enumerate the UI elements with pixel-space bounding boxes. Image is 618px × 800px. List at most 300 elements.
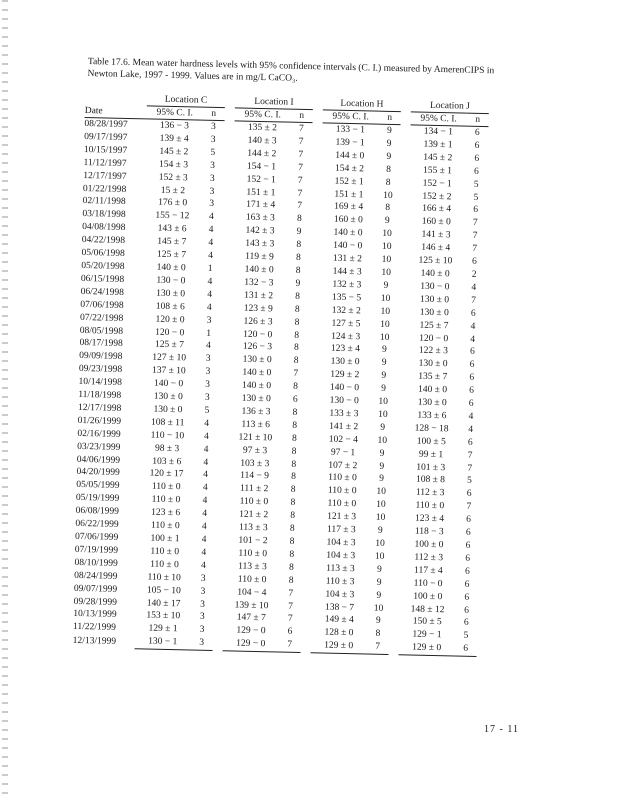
location-h-n: 9 bbox=[376, 590, 382, 601]
location-j-n: 6 bbox=[473, 205, 479, 216]
page-number: 17 - 11 bbox=[484, 724, 519, 735]
location-h-mean-ci: 124 ± 3 bbox=[331, 331, 361, 342]
location-i-mean-ci: 113 ± 3 bbox=[238, 522, 268, 534]
header-location-h: Location H bbox=[323, 97, 401, 111]
location-c-n: 3 bbox=[205, 367, 211, 378]
location-c-mean-ci: 130 − 0 bbox=[156, 275, 186, 287]
row-date: 07/19/1999 bbox=[74, 544, 119, 556]
header-location-i: Location I bbox=[235, 95, 313, 109]
location-c-n: 3 bbox=[200, 586, 206, 597]
location-c-n: 4 bbox=[201, 547, 207, 558]
row-date: 06/15/1998 bbox=[80, 273, 125, 285]
location-h-mean-ci: 140 − 0 bbox=[329, 382, 360, 394]
location-c-n: 1 bbox=[207, 263, 213, 274]
row-date: 09/23/1998 bbox=[78, 364, 123, 376]
location-j-n: 4 bbox=[468, 424, 474, 435]
location-j-mean-ci: 134 − 1 bbox=[423, 126, 454, 138]
location-i-mean-ci: 135 ± 2 bbox=[247, 122, 278, 134]
location-h-mean-ci: 132 ± 2 bbox=[331, 305, 361, 316]
location-h-n: 8 bbox=[385, 203, 391, 214]
location-h-n: 10 bbox=[375, 538, 385, 549]
location-c-n: 4 bbox=[202, 483, 208, 494]
location-i-n: 8 bbox=[293, 356, 299, 367]
row-date: 02/11/1998 bbox=[82, 196, 126, 208]
header-location-c: Location C bbox=[147, 93, 225, 107]
location-c-n: 4 bbox=[204, 418, 210, 429]
location-j-mean-ci: 146 ± 4 bbox=[421, 242, 451, 254]
location-i-mean-ci: 140 ± 3 bbox=[247, 135, 277, 147]
location-c-n: 3 bbox=[205, 354, 211, 365]
location-c-mean-ci: 137 ± 10 bbox=[151, 365, 186, 377]
location-i-n: 8 bbox=[288, 562, 294, 573]
location-i-mean-ci: 110 ± 0 bbox=[238, 548, 268, 560]
location-c-mean-ci: 125 ± 7 bbox=[156, 249, 187, 261]
location-h-mean-ci: 141 ± 2 bbox=[329, 421, 359, 433]
location-h-n: 9 bbox=[384, 216, 390, 227]
location-i-n: 8 bbox=[290, 510, 296, 522]
location-i-n: 8 bbox=[289, 523, 295, 534]
location-c-mean-ci: 120 ± 0 bbox=[155, 314, 185, 325]
row-date: 11/12/1997 bbox=[83, 157, 127, 169]
location-c-mean-ci: 140 ± 17 bbox=[146, 598, 181, 609]
location-h-mean-ci: 97 − 1 bbox=[330, 447, 356, 458]
location-h-mean-ci: 128 ± 0 bbox=[324, 627, 354, 639]
row-date: 08/24/1999 bbox=[74, 570, 118, 582]
location-h-n: 9 bbox=[386, 151, 392, 162]
location-j-n: 6 bbox=[465, 540, 471, 551]
location-j-n: 7 bbox=[472, 243, 478, 255]
row-date: 06/08/1999 bbox=[75, 506, 120, 518]
location-i-mean-ci: 121 ± 2 bbox=[239, 509, 269, 521]
location-i-mean-ci: 101 − 2 bbox=[238, 535, 268, 547]
location-h-mean-ci: 132 ± 3 bbox=[332, 279, 362, 291]
location-j-n: 5 bbox=[473, 179, 479, 190]
location-j-mean-ci: 166 ± 4 bbox=[422, 204, 452, 215]
location-h-n: 10 bbox=[381, 241, 392, 253]
location-j-n: 6 bbox=[464, 592, 470, 603]
location-j-mean-ci: 129 − 1 bbox=[412, 629, 442, 641]
location-c-n: 3 bbox=[205, 379, 211, 391]
location-j-mean-ci: 155 ± 1 bbox=[422, 165, 453, 177]
location-c-mean-ci: 130 − 1 bbox=[135, 636, 191, 651]
location-j-n: 6 bbox=[464, 566, 470, 577]
location-c-mean-ci: 136 − 3 bbox=[159, 120, 190, 132]
location-c-n: 3 bbox=[199, 625, 205, 636]
location-i-n: 7 bbox=[297, 201, 303, 212]
location-i-mean-ci: 123 ± 9 bbox=[243, 303, 273, 314]
location-c-n: 5 bbox=[204, 405, 210, 416]
location-j-n: 6 bbox=[468, 398, 474, 409]
location-i-n: 6 bbox=[287, 627, 293, 638]
header-ci: 95% C. I. bbox=[323, 110, 379, 124]
location-c-mean-ci: 110 ± 0 bbox=[150, 546, 180, 558]
location-j-n: 6 bbox=[464, 579, 470, 590]
location-j-mean-ci: 150 ± 5 bbox=[412, 616, 442, 628]
location-j-mean-ci: 135 ± 7 bbox=[418, 371, 448, 383]
header-date: Date bbox=[85, 104, 147, 118]
location-c-mean-ci: 145 ± 7 bbox=[157, 236, 187, 248]
hardness-table bbox=[73, 92, 490, 657]
location-i-n: 8 bbox=[291, 459, 297, 470]
location-h-mean-ci: 140 ± 0 bbox=[333, 227, 363, 239]
location-c-mean-ci: 108 ± 11 bbox=[150, 417, 185, 429]
location-h-mean-ci: 130 − 0 bbox=[329, 395, 359, 407]
location-i-n: 8 bbox=[295, 265, 301, 276]
row-date: 02/16/1999 bbox=[77, 428, 121, 440]
location-j-n: 6 bbox=[465, 527, 471, 538]
location-i-mean-ci: 143 ± 3 bbox=[245, 238, 275, 250]
location-j-mean-ci: 112 ± 3 bbox=[415, 487, 445, 499]
location-j-mean-ci: 130 ± 0 bbox=[418, 358, 448, 370]
row-date: 08/10/1999 bbox=[74, 557, 118, 569]
location-i-n: 8 bbox=[291, 433, 297, 444]
location-h-n: 9 bbox=[381, 345, 387, 356]
location-h-mean-ci: 117 ± 3 bbox=[326, 524, 356, 536]
location-j-n: 6 bbox=[467, 437, 473, 448]
location-c-n: 4 bbox=[203, 444, 209, 455]
location-h-n: 10 bbox=[379, 332, 390, 343]
location-j-mean-ci: 130 ± 0 bbox=[419, 294, 450, 306]
location-j-mean-ci: 117 ± 4 bbox=[413, 565, 443, 577]
location-j-n: 7 bbox=[472, 218, 478, 229]
location-j-mean-ci: 148 ± 12 bbox=[410, 604, 445, 615]
location-h-n: 9 bbox=[381, 358, 387, 369]
location-j-n: 6 bbox=[466, 514, 472, 526]
location-i-mean-ci: 113 ± 6 bbox=[241, 419, 271, 431]
location-c-mean-ci: 143 ± 6 bbox=[157, 223, 187, 235]
location-h-mean-ci: 130 ± 0 bbox=[330, 356, 360, 368]
location-c-mean-ci: 176 ± 0 bbox=[158, 198, 188, 209]
location-j-mean-ci: 110 ± 0 bbox=[415, 500, 445, 512]
location-h-mean-ci: 138 − 7 bbox=[324, 602, 355, 613]
location-i-mean-ci: 104 − 4 bbox=[237, 587, 267, 598]
location-i-mean-ci: 140 ± 0 bbox=[244, 264, 274, 276]
location-h-n: 9 bbox=[376, 564, 382, 575]
location-c-n: 4 bbox=[207, 276, 213, 287]
row-date: 12/13/1999 bbox=[72, 635, 117, 647]
location-j-mean-ci: 110 − 0 bbox=[413, 578, 443, 589]
location-h-n: 10 bbox=[382, 229, 392, 240]
location-i-mean-ci: 120 − 0 bbox=[243, 329, 273, 340]
location-c-mean-ci: 130 ± 0 bbox=[153, 404, 183, 416]
location-c-mean-ci: 127 ± 10 bbox=[152, 352, 187, 364]
location-i-n: 7 bbox=[293, 369, 299, 380]
location-h-n: 10 bbox=[373, 603, 384, 614]
location-c-mean-ci: 105 − 10 bbox=[146, 585, 181, 596]
location-i-n: 8 bbox=[291, 472, 296, 483]
location-c-mean-ci: 123 ± 6 bbox=[151, 507, 181, 519]
location-h-n: 9 bbox=[381, 371, 387, 382]
row-date: 07/06/1998 bbox=[80, 299, 124, 311]
row-date: 09/07/1999 bbox=[73, 583, 118, 595]
location-i-n: 7 bbox=[287, 614, 293, 625]
location-i-n: 8 bbox=[290, 498, 296, 509]
location-i-n: 8 bbox=[293, 343, 299, 354]
location-i-mean-ci: 154 − 1 bbox=[246, 161, 277, 173]
row-date: 10/13/1999 bbox=[73, 609, 117, 621]
location-j-n: 7 bbox=[467, 450, 473, 461]
location-j-mean-ci: 99 ± 1 bbox=[418, 449, 444, 460]
location-h-mean-ci: 133 − 1 bbox=[335, 124, 366, 136]
location-c-n: 4 bbox=[208, 250, 213, 261]
location-h-mean-ci: 151 ± 1 bbox=[334, 189, 364, 200]
location-h-mean-ci: 113 ± 3 bbox=[326, 563, 355, 575]
location-j-mean-ci: 160 ± 0 bbox=[421, 217, 451, 228]
location-h-n: 9 bbox=[381, 383, 387, 395]
location-h-mean-ci: 110 ± 0 bbox=[327, 485, 357, 497]
location-j-n: 6 bbox=[474, 127, 480, 138]
location-j-n: 4 bbox=[468, 411, 474, 422]
location-h-mean-ci: 140 − 0 bbox=[333, 240, 363, 252]
location-i-n: 7 bbox=[288, 588, 294, 599]
location-j-mean-ci: 100 ± 0 bbox=[414, 539, 444, 551]
header-ci: 95% C. I. bbox=[411, 112, 467, 126]
location-i-mean-ci: 97 ± 3 bbox=[242, 445, 268, 456]
location-j-n: 7 bbox=[471, 295, 477, 306]
row-date: 09/17/1997 bbox=[84, 131, 128, 143]
location-h-n: 10 bbox=[380, 293, 391, 304]
location-i-mean-ci: 129 − 0 bbox=[223, 638, 279, 653]
location-i-n: 8 bbox=[295, 291, 301, 302]
header-n: n bbox=[467, 113, 489, 126]
location-j-mean-ci: 130 ± 0 bbox=[419, 307, 449, 318]
location-h-mean-ci: 149 ± 4 bbox=[324, 615, 354, 626]
location-i-mean-ci: 130 ± 0 bbox=[241, 393, 271, 405]
location-c-n: 4 bbox=[208, 237, 214, 249]
location-h-mean-ci: 121 ± 3 bbox=[327, 511, 357, 523]
location-i-n: 8 bbox=[294, 317, 300, 328]
header-ci: 95% C. I. bbox=[147, 106, 203, 120]
location-c-mean-ci: 110 ± 0 bbox=[151, 494, 181, 506]
location-h-n: 10 bbox=[374, 551, 385, 562]
row-date: 04/08/1998 bbox=[82, 222, 126, 234]
location-j-mean-ci: 145 ± 2 bbox=[423, 152, 453, 164]
location-c-n: 4 bbox=[203, 457, 209, 468]
location-c-mean-ci: 130 ± 0 bbox=[156, 288, 186, 300]
location-i-mean-ci: 152 − 1 bbox=[246, 174, 276, 185]
location-j-mean-ci: 140 ± 0 bbox=[417, 384, 448, 396]
location-c-mean-ci: 140 − 0 bbox=[153, 378, 184, 390]
location-c-mean-ci: 155 − 12 bbox=[155, 210, 190, 222]
location-i-n: 7 bbox=[298, 123, 304, 134]
location-j-mean-ci: 133 ± 6 bbox=[417, 410, 447, 422]
location-h-mean-ci: 131 ± 2 bbox=[332, 253, 363, 265]
location-i-mean-ci: 111 ± 2 bbox=[239, 483, 269, 495]
location-i-mean-ci: 103 ± 3 bbox=[240, 458, 270, 469]
location-i-n: 7 bbox=[297, 175, 303, 186]
location-h-n: 10 bbox=[376, 487, 387, 498]
location-i-n: 8 bbox=[294, 330, 300, 341]
location-h-n: 7 bbox=[367, 641, 389, 655]
row-date: 09/09/1998 bbox=[79, 351, 123, 363]
location-c-mean-ci: 120 − 0 bbox=[155, 327, 185, 338]
location-j-n: 2 bbox=[471, 269, 477, 280]
location-h-n: 9 bbox=[386, 125, 392, 136]
location-h-n: 9 bbox=[377, 525, 383, 536]
location-h-n: 9 bbox=[386, 138, 392, 149]
location-i-mean-ci: 142 ± 3 bbox=[245, 225, 275, 237]
location-h-mean-ci: 104 ± 3 bbox=[326, 537, 356, 549]
location-j-mean-ci: 125 ± 10 bbox=[418, 255, 453, 267]
row-date: 08/28/1997 bbox=[84, 118, 128, 130]
location-c-n: 3 bbox=[206, 315, 212, 326]
row-date: 08/05/1998 bbox=[79, 325, 124, 337]
location-i-mean-ci: 113 ± 3 bbox=[238, 561, 267, 573]
row-date: 01/22/1998 bbox=[82, 183, 127, 195]
location-c-n: 3 bbox=[200, 573, 206, 584]
location-j-mean-ci: 130 − 0 bbox=[420, 281, 450, 293]
location-j-mean-ci: 152 − 1 bbox=[422, 178, 452, 189]
location-j-mean-ci: 141 ± 3 bbox=[421, 229, 451, 241]
location-c-mean-ci: 153 ± 10 bbox=[146, 610, 181, 622]
row-date: 11/22/1999 bbox=[72, 622, 117, 634]
location-j-n: 6 bbox=[474, 153, 480, 164]
location-c-n: 3 bbox=[209, 173, 215, 184]
location-j-n: 4 bbox=[471, 282, 477, 293]
location-j-mean-ci: 140 ± 0 bbox=[420, 268, 450, 280]
location-i-mean-ci: 136 ± 3 bbox=[241, 406, 271, 418]
location-i-n: 8 bbox=[289, 536, 295, 547]
location-h-n: 9 bbox=[375, 616, 381, 627]
location-i-mean-ci: 131 ± 2 bbox=[244, 290, 274, 302]
location-c-mean-ci: 145 ± 2 bbox=[159, 146, 189, 158]
location-j-n: 6 bbox=[471, 256, 477, 267]
location-j-n: 6 bbox=[466, 489, 472, 500]
location-h-n: 9 bbox=[378, 474, 384, 485]
location-h-mean-ci: 102 − 4 bbox=[328, 434, 359, 446]
location-j-n: 4 bbox=[470, 321, 476, 332]
location-i-mean-ci: 126 − 3 bbox=[242, 342, 273, 353]
location-i-mean-ci: 171 ± 4 bbox=[246, 200, 276, 211]
location-i-mean-ci: 129 − 0 bbox=[236, 625, 266, 637]
location-h-mean-ci: 154 ± 2 bbox=[334, 163, 365, 175]
location-c-n: 3 bbox=[199, 612, 205, 623]
location-h-n: 8 bbox=[375, 629, 381, 640]
location-c-n: 3 bbox=[200, 599, 206, 610]
location-j-mean-ci: 108 ± 8 bbox=[415, 475, 446, 486]
location-h-mean-ci: 129 ± 0 bbox=[311, 640, 367, 655]
location-c-n: 4 bbox=[208, 212, 214, 223]
location-j-n: 6 bbox=[465, 553, 471, 564]
location-h-n: 10 bbox=[380, 319, 390, 330]
location-i-mean-ci: 132 − 3 bbox=[244, 277, 274, 289]
location-c-mean-ci: 125 ± 7 bbox=[154, 340, 185, 351]
location-j-mean-ci: 101 ± 3 bbox=[416, 462, 446, 473]
location-i-n: 8 bbox=[296, 214, 302, 225]
location-c-n: 3 bbox=[209, 199, 215, 210]
location-j-n: 5 bbox=[473, 192, 479, 203]
location-h-n: 8 bbox=[385, 177, 391, 188]
location-h-n: 9 bbox=[380, 422, 386, 433]
location-i-mean-ci: 151 ± 1 bbox=[246, 187, 276, 198]
location-h-mean-ci: 104 ± 3 bbox=[326, 550, 356, 562]
location-j-n: 5 bbox=[466, 476, 472, 487]
location-i-n: 7 bbox=[279, 639, 301, 653]
location-i-mean-ci: 130 ± 0 bbox=[242, 354, 272, 366]
location-c-n: 4 bbox=[202, 496, 208, 507]
location-h-mean-ci: 110 ± 0 bbox=[328, 473, 357, 484]
location-j-n: 6 bbox=[469, 385, 474, 397]
location-i-mean-ci: 147 ± 7 bbox=[236, 613, 266, 624]
location-h-n: 8 bbox=[386, 164, 391, 175]
location-i-n: 6 bbox=[292, 394, 298, 405]
location-j-mean-ci: 130 ± 0 bbox=[417, 397, 447, 409]
header-n: n bbox=[379, 111, 401, 124]
location-h-n: 10 bbox=[381, 254, 392, 266]
location-c-mean-ci: 129 ± 1 bbox=[148, 623, 178, 635]
row-date: 04/22/1998 bbox=[81, 235, 126, 247]
location-c-mean-ci: 100 ± 1 bbox=[150, 533, 180, 545]
location-j-mean-ci: 122 ± 3 bbox=[418, 346, 448, 357]
row-date: 04/20/1999 bbox=[76, 467, 120, 479]
location-c-mean-ci: 103 ± 6 bbox=[152, 456, 182, 467]
location-c-n: 4 bbox=[201, 521, 207, 532]
location-c-mean-ci: 130 ± 0 bbox=[153, 391, 183, 403]
row-date: 05/19/1999 bbox=[75, 493, 120, 505]
location-i-n: 8 bbox=[294, 304, 300, 315]
location-j-n: 6 bbox=[463, 618, 469, 629]
location-j-mean-ci: 123 ± 4 bbox=[414, 513, 445, 525]
location-i-mean-ci: 163 ± 3 bbox=[245, 213, 275, 224]
row-date: 12/17/1998 bbox=[77, 402, 122, 414]
row-date: 06/24/1998 bbox=[80, 286, 125, 298]
location-j-mean-ci: 129 ± 0 bbox=[398, 641, 454, 656]
location-c-n: 3 bbox=[204, 392, 210, 403]
location-i-n: 7 bbox=[288, 601, 294, 612]
location-i-n: 8 bbox=[291, 446, 297, 457]
location-h-mean-ci: 144 ± 3 bbox=[332, 266, 362, 278]
location-i-mean-ci: 144 ± 2 bbox=[247, 148, 277, 160]
location-i-mean-ci: 140 ± 0 bbox=[242, 367, 272, 379]
location-i-n: 8 bbox=[289, 549, 295, 560]
location-j-mean-ci: 152 ± 2 bbox=[422, 191, 452, 202]
location-c-mean-ci: 108 ± 6 bbox=[155, 301, 185, 312]
row-date: 12/17/1997 bbox=[83, 170, 127, 182]
location-j-mean-ci: 100 ± 5 bbox=[416, 436, 446, 448]
location-j-n: 7 bbox=[472, 231, 478, 242]
location-i-n: 7 bbox=[298, 136, 304, 147]
location-c-mean-ci: 110 ± 0 bbox=[151, 481, 181, 493]
row-date: 06/22/1999 bbox=[75, 518, 119, 530]
location-j-n: 6 bbox=[473, 166, 479, 177]
row-date: 07/06/1999 bbox=[74, 531, 119, 543]
location-h-n: 9 bbox=[379, 461, 385, 472]
location-c-n: 4 bbox=[202, 508, 208, 520]
location-i-mean-ci: 110 ± 0 bbox=[239, 496, 269, 508]
location-i-mean-ci: 119 ± 9 bbox=[245, 251, 274, 263]
location-j-mean-ci: 118 − 3 bbox=[414, 526, 444, 538]
location-h-n: 10 bbox=[376, 499, 386, 511]
location-c-mean-ci: 110 ± 0 bbox=[150, 559, 179, 571]
header-ci: 95% C. I. bbox=[235, 108, 291, 122]
location-i-n: 8 bbox=[292, 420, 298, 431]
location-c-n: 3 bbox=[210, 121, 216, 132]
location-h-mean-ci: 107 ± 2 bbox=[328, 460, 358, 471]
location-h-n: 10 bbox=[380, 306, 391, 317]
row-date: 05/06/1998 bbox=[81, 248, 125, 259]
location-h-n: 10 bbox=[383, 190, 393, 201]
page-content bbox=[73, 56, 536, 658]
location-j-n: 6 bbox=[474, 140, 480, 151]
location-c-n: 4 bbox=[206, 302, 212, 313]
location-c-mean-ci: 110 − 10 bbox=[150, 430, 185, 442]
location-c-n: 4 bbox=[207, 289, 213, 300]
location-c-n: 3 bbox=[209, 186, 215, 197]
location-h-mean-ci: 144 ± 0 bbox=[335, 150, 365, 162]
location-j-mean-ci: 120 − 0 bbox=[419, 333, 449, 344]
location-i-n: 7 bbox=[298, 162, 304, 173]
location-j-mean-ci: 112 ± 3 bbox=[414, 552, 444, 564]
